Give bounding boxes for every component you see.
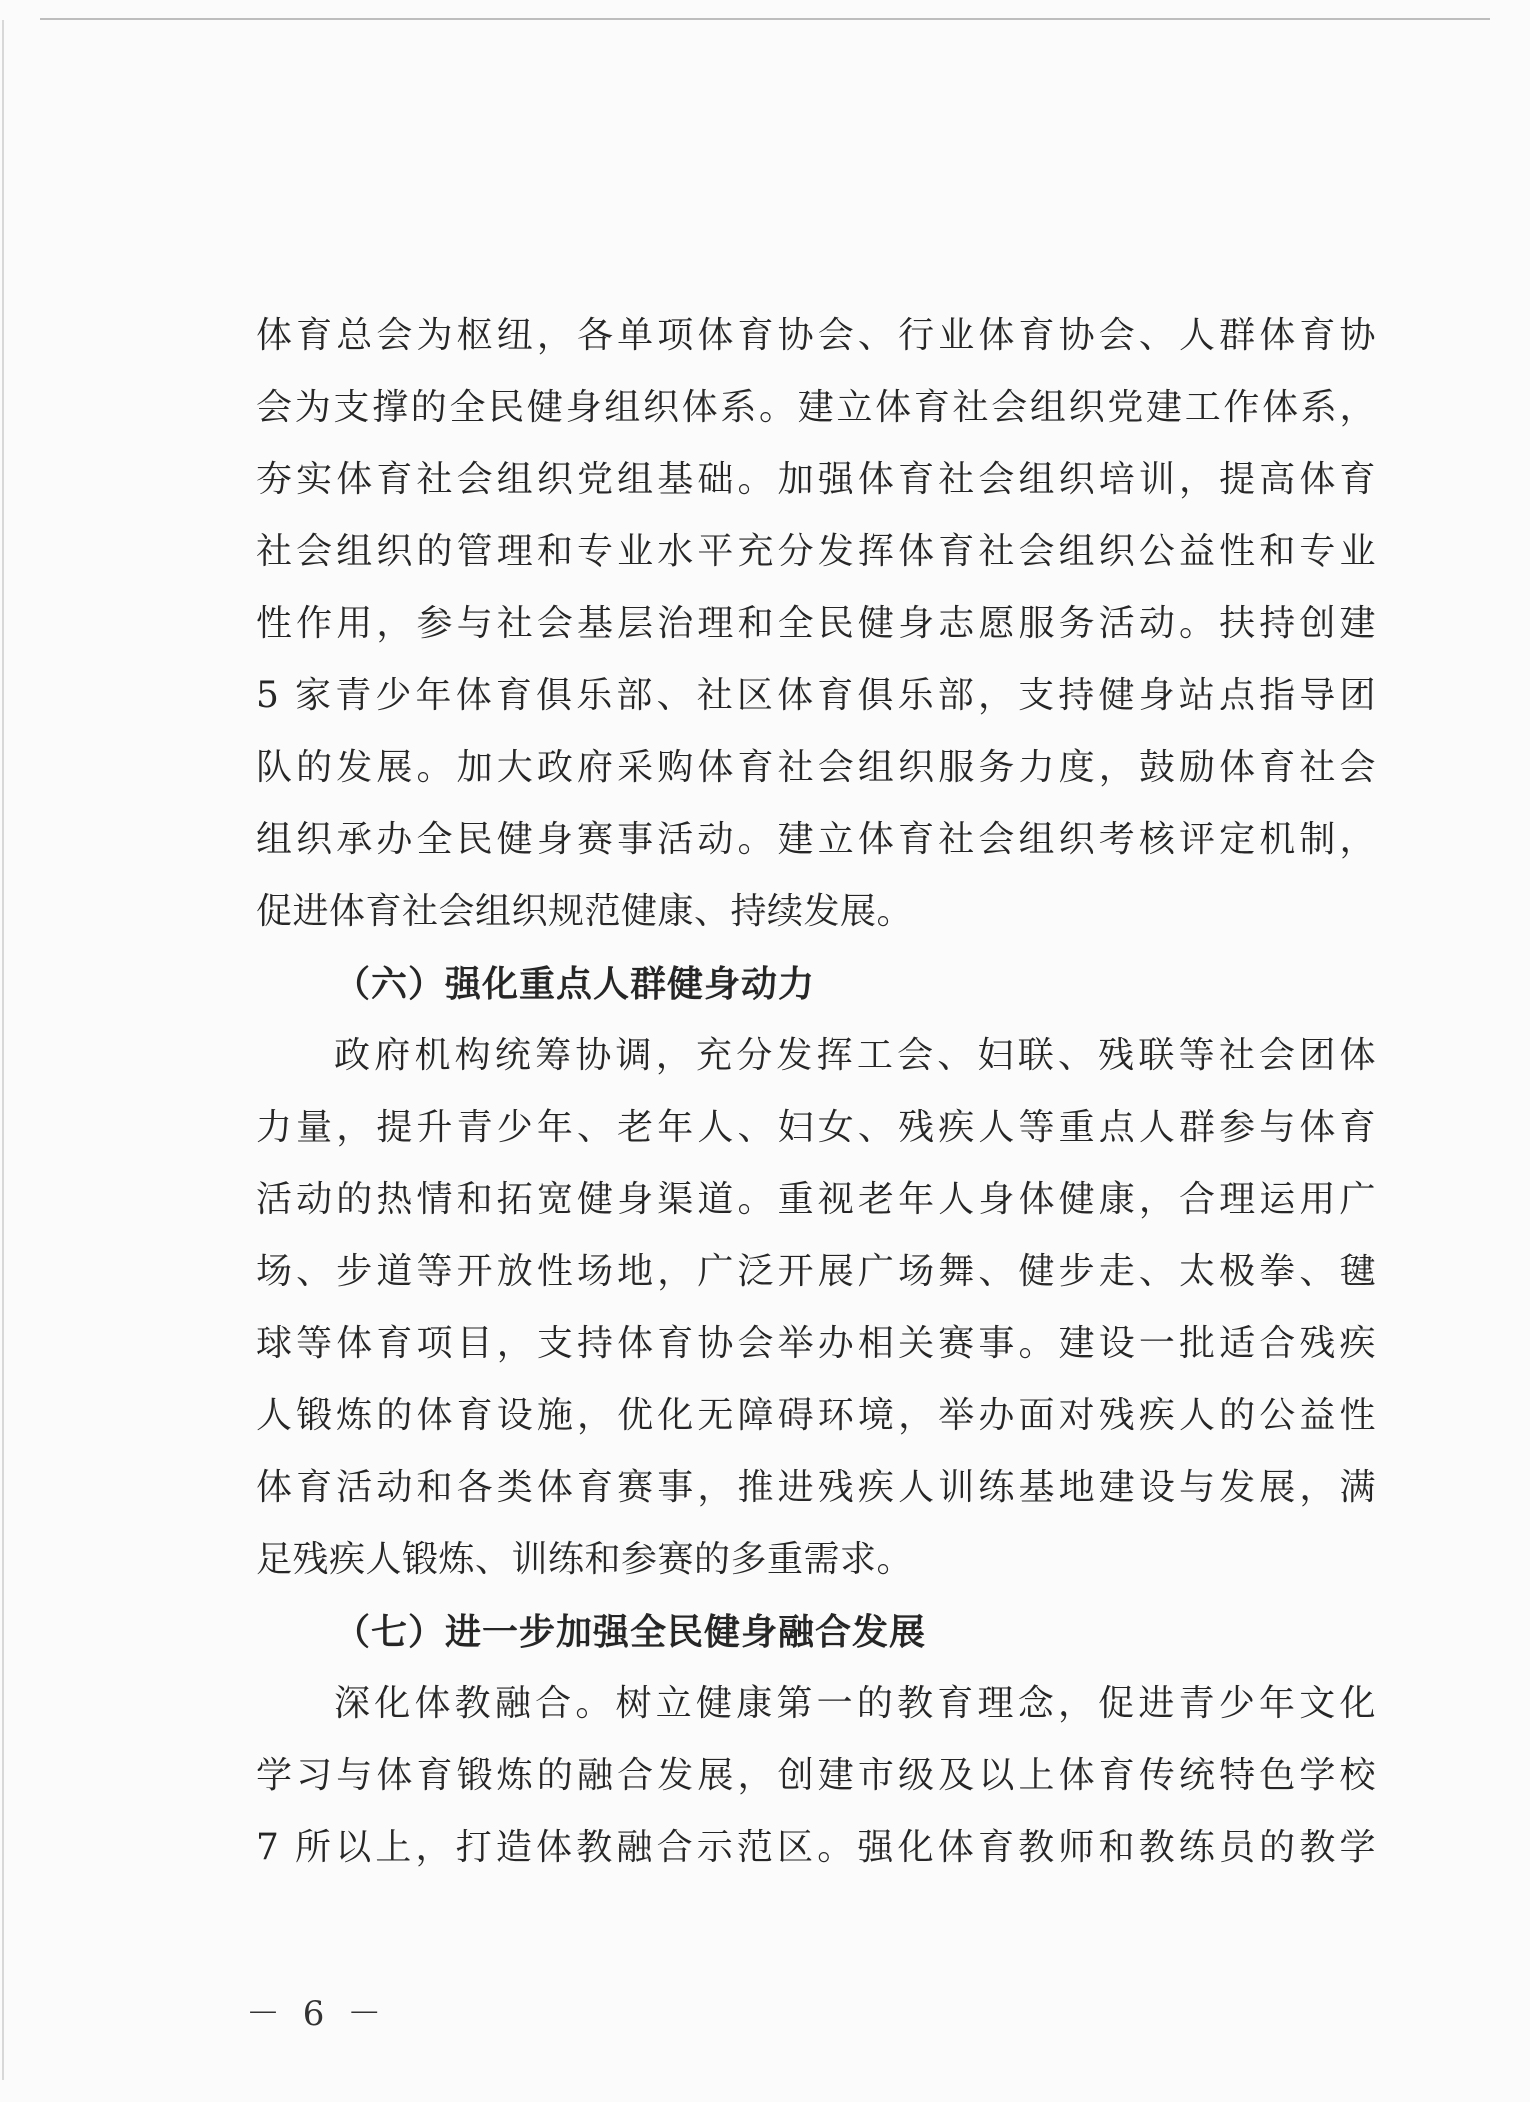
text-line: 力量，提升青少年、老年人、妇女、残疾人等重点人群参与体育 (256, 1107, 1376, 1148)
text-line: 学习与体育锻炼的融合发展，创建市级及以上体育传统特色学校 (256, 1755, 1376, 1796)
text-line: 组织承办全民健身赛事活动。建立体育社会组织考核评定机制， (256, 819, 1376, 860)
section-heading-7: （七）进一步加强全民健身融合发展 (334, 1611, 927, 1653)
text-line: 5 家青少年体育俱乐部、社区体育俱乐部，支持健身站点指导团 (256, 675, 1376, 716)
text-line: 深化体教融合。树立健康第一的教育理念，促进青少年文化 (334, 1683, 1376, 1724)
text-line: 队的发展。加大政府采购体育社会组织服务力度，鼓励体育社会 (256, 747, 1376, 788)
text-line: 夯实体育社会组织党组基础。加强体育社会组织培训，提高体育 (256, 459, 1376, 500)
text-line: 体育总会为枢纽，各单项体育协会、行业体育协会、人群体育协 (256, 315, 1376, 356)
text-line: 体育活动和各类体育赛事，推进残疾人训练基地建设与发展，满 (256, 1467, 1376, 1508)
scan-edge-top (40, 18, 1490, 20)
text-line: 人锻炼的体育设施，优化无障碍环境，举办面对残疾人的公益性 (256, 1395, 1376, 1436)
text-line: 活动的热情和拓宽健身渠道。重视老年人身体健康，合理运用广 (256, 1179, 1376, 1220)
page-number: － 6 － (246, 1994, 388, 2034)
section-heading-6: （六）强化重点人群健身动力 (334, 963, 816, 1005)
text-line: 场、步道等开放性场地，广泛开展广场舞、健步走、太极拳、毽 (256, 1251, 1376, 1292)
scan-edge-left (2, 20, 4, 2080)
text-line: 性作用，参与社会基层治理和全民健身志愿服务活动。扶持创建 (256, 603, 1376, 644)
text-line: 7 所以上，打造体教融合示范区。强化体育教师和教练员的教学 (256, 1827, 1376, 1868)
text-line: 会为支撑的全民健身组织体系。建立体育社会组织党建工作体系， (256, 387, 1376, 428)
text-line: 足残疾人锻炼、训练和参赛的多重需求。 (256, 1539, 914, 1580)
text-line: 促进体育社会组织规范健康、持续发展。 (256, 891, 914, 932)
text-line: 政府机构统筹协调，充分发挥工会、妇联、残联等社会团体 (334, 1035, 1376, 1076)
text-line: 社会组织的管理和专业水平充分发挥体育社会组织公益性和专业 (256, 531, 1376, 572)
text-line: 球等体育项目，支持体育协会举办相关赛事。建设一批适合残疾 (256, 1323, 1376, 1364)
